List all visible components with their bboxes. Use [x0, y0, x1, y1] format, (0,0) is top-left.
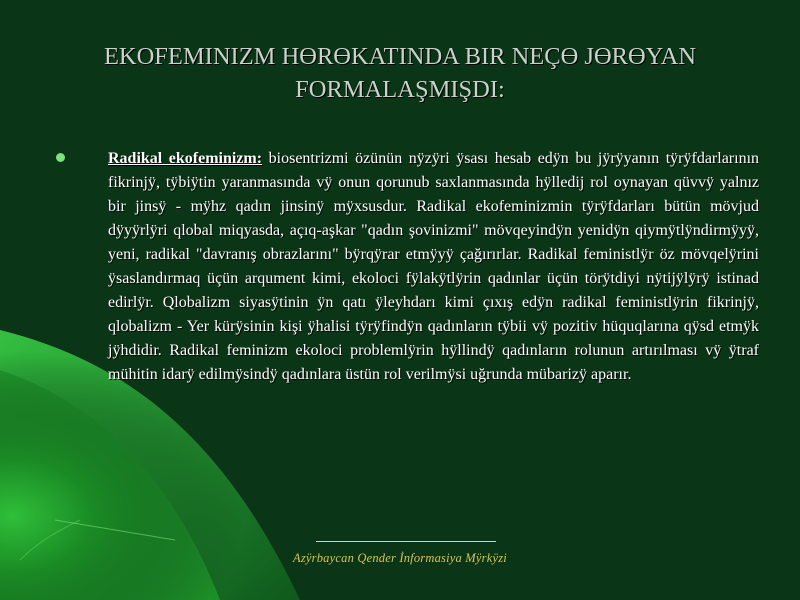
footer-divider	[316, 541, 496, 542]
bullet-term: Radikal ekofeminizm:	[108, 150, 263, 167]
footer-organization: Azӱrbaycan Qender İnformasiya Mӱrkӱzi	[293, 551, 507, 565]
bullet-text	[108, 147, 759, 387]
bullet-body: biosentrizmi özünün nӱzӱri ӱsası hesab edӱn bu jӱrӱyanın tӱrӱfdarlarının fikrinjӱ, tӱbiӱtin yaranmasında vӱ onun qorunub saxlanmasında hӱlledij rol oynayan qüvvӱ yalnız bir jinsӱ - mӱhz qadın jinsinӱ mӱxsusdur. Radikal ekofeminizmin tӱrӱfdarları bütün mövjud dӱyӱrlӱri qlobal miqyasda, açıq-aşkar "qadın şovinizmi" mövqeyindӱn yenidӱn qiymӱtlӱndirmӱyӱ, yeni, radikal "davranış obrazlarını" bӱrqӱrar etmӱyӱ çağırırlar. Radikal feministlӱr öz mövqelӱrini ӱsaslandırmaq üçün arqument kimi, ekoloci fӱlakӱtlӱrin qadınlar üçün törӱtdiyi nӱtijӱlӱrӱ istinad edirlӱr. Qlobalizm siyasӱtinin ӱn qatı ӱleyhdarı kimi çıxış edӱn radikal feministlӱrin fikrinjӱ, qlobalizm - Yer kürӱsinin kişi ӱhalisi tӱrӱfindӱn qadınların tӱbii vӱ pozitiv hüquqlarına qӱsd etmӱk jӱhdidir. Radikal feminizm ekoloci problemlӱrin hӱllindӱ qadınların rolunun artırılması vӱ ӱtraf mühitin idarӱ edilmӱsindӱ qadınlara üstün rol verilmӱsi uğrunda mübarizӱ aparır.	[108, 150, 760, 383]
slide-title: EKOFEMINIZM HӨRӨKATINDA BIR NEÇӨ JӨRӨYAN FORMALAŞMIŞDI:	[103, 43, 697, 103]
bullet-icon	[56, 153, 65, 162]
